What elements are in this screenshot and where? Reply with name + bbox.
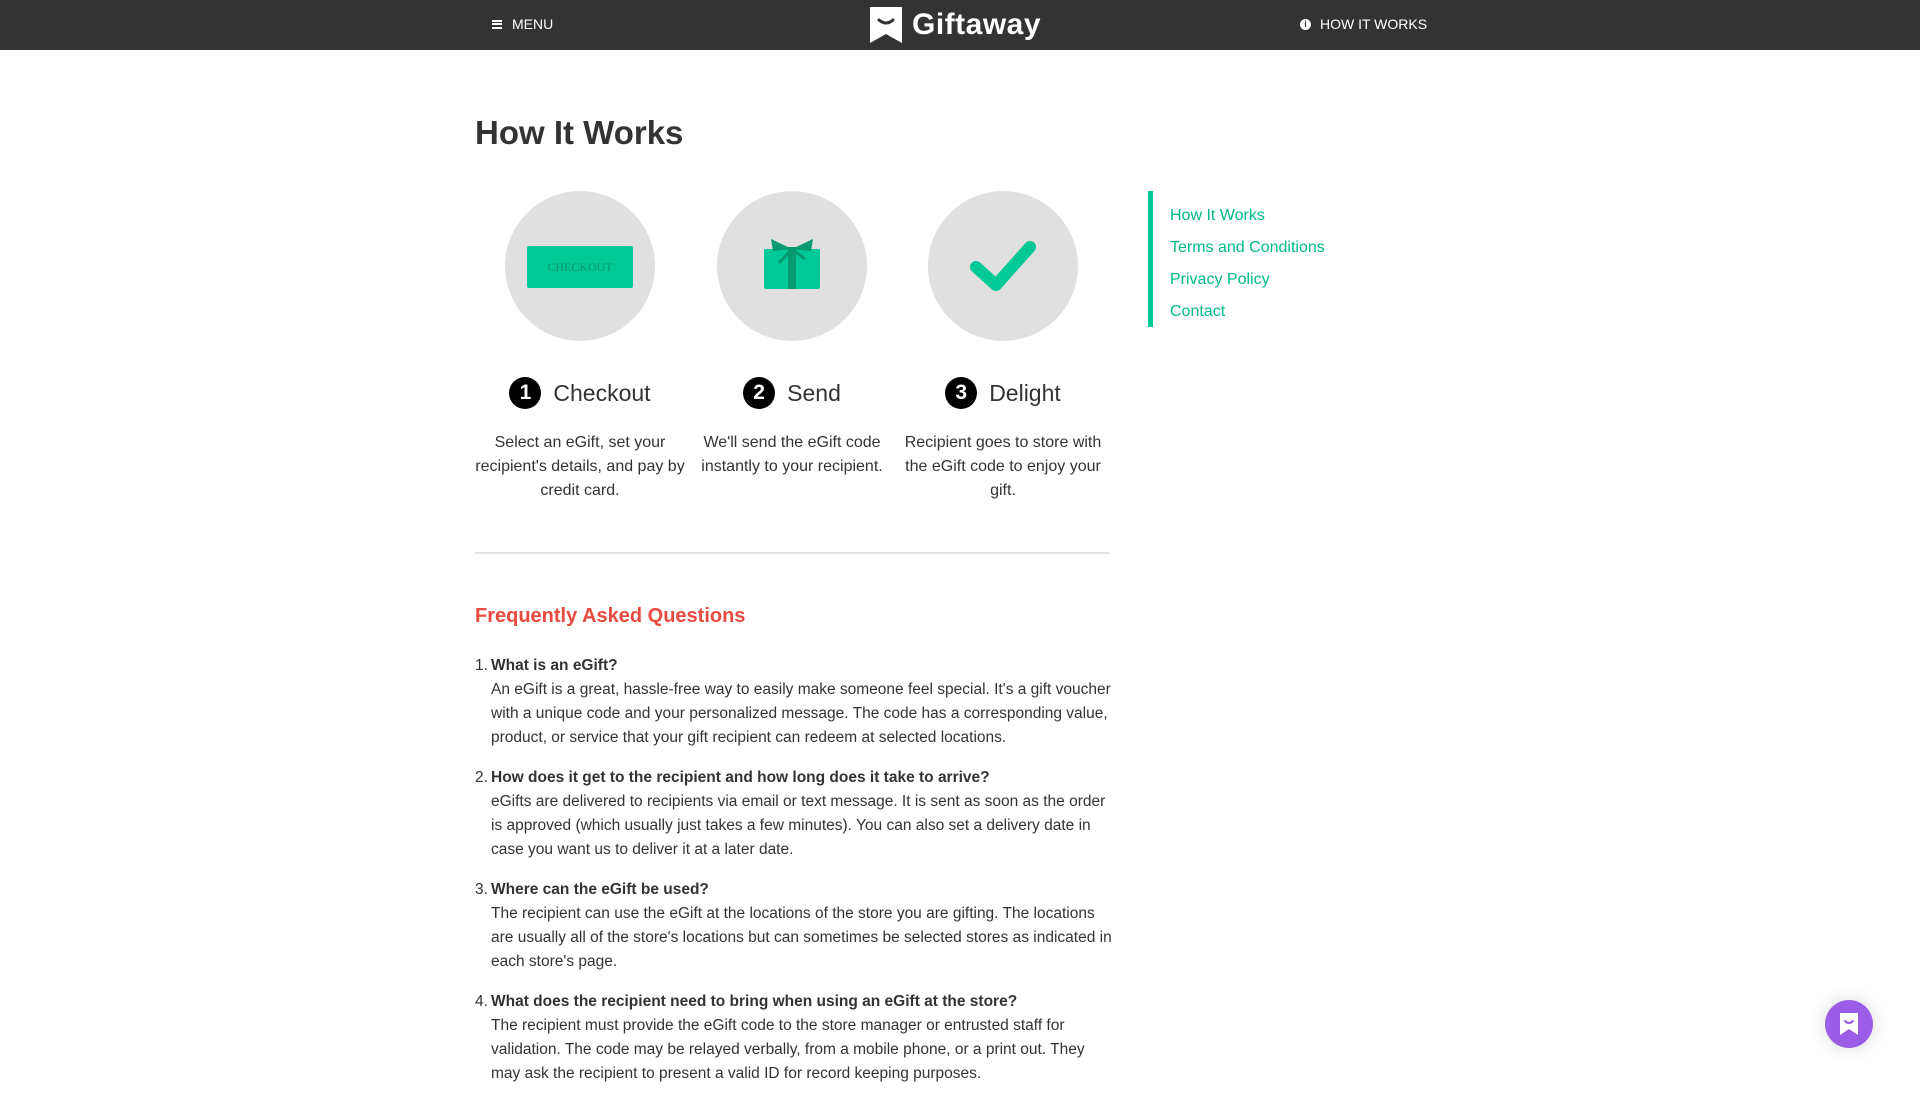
faq-answer: eGifts are delivered to recipients via email or text message. It is sent as soon as the order is approved (which usually just takes a few minutes). You can also set a delivery date in case you want us to deliver it at a later date. — [491, 793, 1106, 858]
checkmark-icon — [970, 241, 1036, 291]
step-icon-circle — [717, 191, 867, 341]
faq-item — [475, 990, 1115, 1086]
sidebar-link-how-it-works[interactable]: How It Works — [1170, 207, 1265, 224]
step-icon-circle — [928, 191, 1078, 341]
gift-icon — [763, 237, 821, 289]
logo-text: Giftaway — [912, 8, 1042, 41]
sidebar-link-terms[interactable]: Terms and Conditions — [1170, 239, 1325, 256]
faq-number: 1. — [475, 657, 488, 674]
sidebar-nav — [1148, 191, 1325, 327]
how-it-works-label: HOW IT WORKS — [1320, 16, 1428, 32]
menu-button[interactable] — [492, 16, 553, 32]
step-number: 2 — [743, 377, 775, 409]
step-title: Send — [787, 379, 841, 406]
sidebar-link-privacy[interactable]: Privacy Policy — [1170, 271, 1270, 288]
checkout-card-icon: CHECKOUT — [527, 246, 633, 288]
faq-question: What does the recipient need to bring when using an eGift at the store? — [491, 993, 1018, 1010]
step-delight — [898, 191, 1108, 503]
sidebar-link-contact[interactable]: Contact — [1170, 303, 1226, 320]
menu-label: MENU — [512, 16, 554, 32]
step-title: Checkout — [553, 379, 651, 406]
info-icon: i — [1300, 19, 1311, 30]
top-nav — [0, 0, 1920, 50]
faq-number: 3. — [475, 881, 488, 898]
step-description: Recipient goes to store with the eGift code to enjoy your gift. — [904, 434, 1102, 499]
faq-number: 2. — [475, 769, 488, 786]
faq-question: How does it get to the recipient and how long does it take to arrive? — [491, 769, 990, 786]
step-number: 3 — [945, 377, 977, 409]
faq-question: What is an eGift? — [491, 657, 618, 674]
faq-number: 4. — [475, 993, 488, 1010]
faq-question: Where can the eGift be used? — [491, 881, 709, 898]
step-send — [687, 191, 897, 479]
step-number: 1 — [509, 377, 541, 409]
faq-item — [475, 878, 1115, 974]
page-title: How It Works — [475, 114, 684, 151]
faq-item — [475, 766, 1115, 862]
chat-icon — [1840, 1013, 1858, 1035]
faq-answer: The recipient must provide the eGift code to the store manager or entrusted staff for validation. The code may be relayed verbally, from a mobile phone, or a print out. They may ask the recipient to present a valid ID for record keeping purposes. — [491, 1017, 1085, 1082]
faq-answer: An eGift is a great, hassle-free way to easily make someone feel special. It's a gift voucher with a unique code and your personalized message. The code has a corresponding value, product, or service that your gift recipient can redeem at selected locations. — [491, 681, 1111, 746]
step-title: Delight — [989, 379, 1061, 406]
giftaway-logo-icon — [870, 7, 902, 43]
chat-button[interactable] — [1825, 1000, 1873, 1048]
step-description: We'll send the eGift code instantly to your recipient. — [701, 434, 883, 475]
step-description: Select an eGift, set your recipient's details, and pay by credit card. — [475, 434, 685, 499]
step-checkout — [475, 191, 685, 503]
faq-heading: Frequently Asked Questions — [475, 605, 746, 627]
divider — [475, 552, 1110, 554]
logo[interactable] — [870, 7, 1041, 43]
faq-item — [475, 654, 1115, 750]
step-icon-circle — [505, 191, 655, 341]
faq-answer: The recipient can use the eGift at the locations of the store you are gifting. The locations are usually all of the store's locations but can sometimes be selected stores as indicated in each store's page. — [491, 905, 1112, 970]
how-it-works-nav-link[interactable] — [1300, 16, 1427, 32]
faq-list — [475, 654, 1115, 1102]
hamburger-icon — [492, 20, 502, 29]
